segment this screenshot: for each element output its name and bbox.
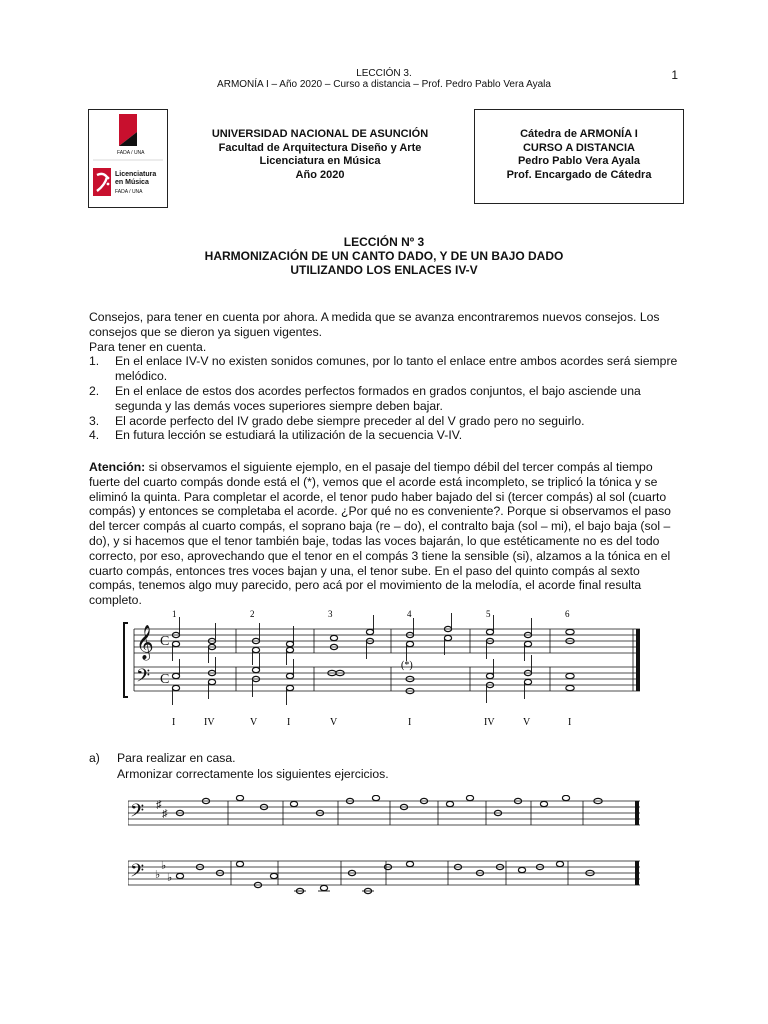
measure-number: 5 [486,609,491,619]
degree-label: IV [204,717,215,728]
bass-clef-icon: 𝄢 [136,665,151,690]
degree-label: V [523,717,531,728]
advice-list [89,354,684,443]
fada-logo-text: FADA / UNA [117,150,145,156]
title-line: LECCIÓN Nº 3 [343,235,425,249]
flat-icon: ♭ [167,872,173,884]
title-line: UTILIZANDO LOS ENLACES IV-V [290,263,478,277]
attention-paragraph [89,460,685,608]
catedra-line: Pedro Pablo Vera Ayala [517,155,641,167]
degree-label: IV [484,717,495,728]
page-number: 1 [671,68,678,82]
degree-label: I [287,717,291,728]
licenciatura-logo-line2: en Música [115,179,149,186]
bass-clef-icon: 𝄢 [130,860,145,885]
advice-section [89,310,684,443]
advice-intro-2: Para tener en cuenta. [89,339,207,354]
task-line2: Armonizar correctamente los siguientes ejercicios. [117,767,389,781]
degree-label: I [568,717,572,728]
task-line1: Para realizar en casa. [117,751,236,765]
sharp-icon: ♯ [156,799,162,811]
sharp-icon: ♯ [162,808,168,820]
music-example [118,605,648,730]
advice-intro: Consejos, para tener en cuenta por ahora. A medida que se avanza encontraremos nuevos consejos. Los consejos que se dieron ya siguen vigentes. [89,310,660,339]
bass-clef-icon: 𝄢 [130,800,145,825]
time-signature-bass: C [160,672,170,687]
degree-label: V [250,717,258,728]
flat-icon: ♭ [155,869,161,881]
university-line: UNIVERSIDAD NACIONAL DE ASUNCIÓN [211,128,429,140]
list-item: 1. En el enlace IV-V no existen sonidos comunes, por lo tanto el enlace entre ambos acordes será siempre melódico. [89,354,678,384]
time-signature: C [160,634,170,649]
list-item: 3. El acorde perfecto del IV grado debe siempre preceder al del V grado pero no seguirlo. [89,413,585,428]
degree-label: V [330,717,338,728]
licenciatura-logo-line3: FADA / UNA [115,189,143,195]
measure-number: 4 [407,609,412,619]
logo-box [88,109,168,208]
degree-label: I [408,717,412,728]
university-line: Facultad de Arquitectura Diseño y Arte [218,141,422,154]
lesson-title [0,235,768,277]
measure-number: 6 [565,609,570,619]
licenciatura-logo [89,165,167,205]
list-item: 4. En futura lección se estudiará la utilización de la secuencia V-IV. [89,428,463,443]
catedra-box [474,109,684,204]
degree-label: I [172,717,176,728]
asterisk-mark: (*) [401,660,413,671]
measure-number: 3 [328,609,333,619]
course-subtitle: ARMONÍA I – Año 2020 – Curso a distancia – Prof. Pedro Pablo Vera Ayala [217,79,551,90]
exercise-1-staff [128,795,648,835]
catedra-line: Cátedra de ARMONÍA I [520,128,638,140]
list-item: 2. En el enlace de estos dos acordes perfectos formados en grados conjuntos, el bajo asciende una segunda y las demás voces superiores siempre deben bajar. [89,383,641,413]
catedra-line: Prof. Encargado de Cátedra [506,168,652,181]
catedra-line: CURSO A DISTANCIA [522,141,636,154]
flat-icon: ♭ [161,860,167,872]
university-line: Año 2020 [295,168,345,181]
treble-clef-icon: 𝄞 [136,626,154,659]
attention-label: Atención: [89,460,146,474]
licenciatura-logo-line1: Licenciatura [115,171,157,178]
measure-number: 2 [250,609,255,619]
university-line: Licenciatura en Música [259,155,381,167]
bass-notes [172,667,574,693]
measure-number: 1 [172,609,177,619]
title-line: HARMONIZACIÓN DE UN CANTO DADO, Y DE UN BAJO DADO [204,249,564,263]
university-block [170,128,470,182]
task-label: a) [89,751,100,765]
attention-text: si observamos el siguiente ejemplo, en el pasaje del tiempo débil del tercer compás al tiempo fuerte del cuarto compás donde está el (*), vemos que el acorde está incompleto, se triplicó la tónica y se eliminó la quinta. Para completar el acorde, el tenor pudo haber bajado del si (tercer compás) al sol (cuarto compás) y entonces se completaba el acorde. ¿Por qué no es conveniente?. Porque si observamos el paso del tercer compás al cuarto compás, el soprano baja (re – do), el contralto baja (sol – mi), el bajo baja (sol – do), y si hacemos que el tenor también baje, todas las voces bajarán, lo que estéticamente no es del todo correcto, por eso, aprovechando que el tenor en el compás 3 tiene la sensible (si), alzamos a la tónica en el cuarto compás, entonces tres voces bajan y una, el tenor sube. En el paso del quinto compás al sexto compás, tenemos algo muy parecido, pero acá por el movimiento de la melodía, el acorde final resulta completo. [89,460,671,608]
lesson-header: LECCIÓN 3. [356,68,412,79]
exercise-2-staff [128,855,648,900]
